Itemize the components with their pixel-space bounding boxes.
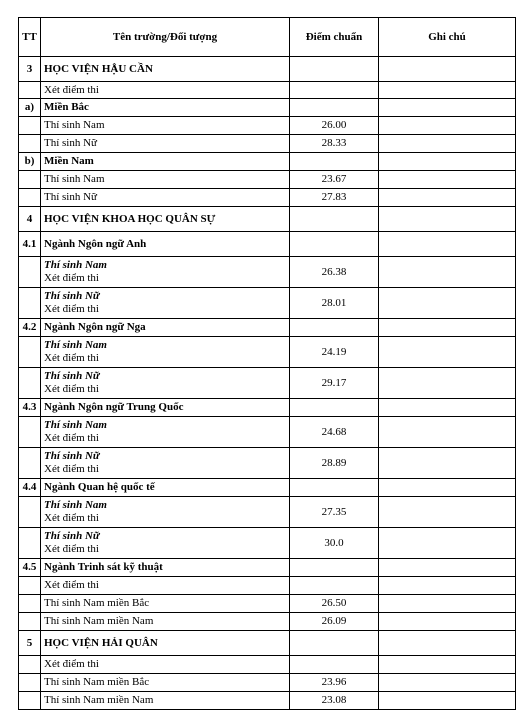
section-name: Ngành Ngôn ngữ Anh bbox=[44, 237, 147, 250]
row-index: 4.2 bbox=[19, 319, 41, 337]
exam-method: Xét điểm thi bbox=[44, 272, 99, 284]
row-index: 4.1 bbox=[19, 232, 41, 257]
candidate-group: Thí sinh Nữ bbox=[44, 450, 100, 462]
row-name-cell bbox=[41, 288, 290, 319]
section-name: Ngành Trinh sát kỹ thuật bbox=[44, 561, 163, 573]
row-label: Xét điểm thi bbox=[44, 579, 99, 591]
row-name-cell bbox=[41, 595, 290, 613]
section-name: Miền Nam bbox=[44, 155, 94, 167]
row-name-cell bbox=[41, 171, 290, 189]
score-cell: 27.83 bbox=[290, 189, 379, 207]
section-name: Miền Bắc bbox=[44, 101, 89, 113]
school-row bbox=[19, 207, 516, 232]
table-body bbox=[19, 57, 516, 710]
row-index bbox=[19, 692, 41, 710]
row-index bbox=[19, 417, 41, 448]
exam-method: Xét điểm thi bbox=[44, 432, 99, 444]
exam-method: Xét điểm thi bbox=[44, 463, 99, 475]
table-row bbox=[19, 577, 516, 595]
row-name-cell bbox=[41, 153, 290, 171]
row-label: Thí sinh Nam miền Bắc bbox=[44, 676, 150, 688]
score-cell: 24.68 bbox=[290, 417, 379, 448]
note-cell bbox=[379, 288, 516, 319]
row-label: Thí sinh Nam miền Bắc bbox=[44, 597, 150, 609]
row-name-cell bbox=[41, 656, 290, 674]
note-cell bbox=[379, 189, 516, 207]
table-row bbox=[19, 448, 516, 479]
score-cell bbox=[290, 207, 379, 232]
row-index bbox=[19, 135, 41, 153]
table-row bbox=[19, 189, 516, 207]
row-name-cell bbox=[41, 577, 290, 595]
section-row bbox=[19, 559, 516, 577]
section-row bbox=[19, 99, 516, 117]
row-index bbox=[19, 337, 41, 368]
row-name-cell bbox=[41, 207, 290, 232]
row-index bbox=[19, 189, 41, 207]
row-index: 3 bbox=[19, 57, 41, 82]
row-index bbox=[19, 257, 41, 288]
note-cell bbox=[379, 656, 516, 674]
note-cell bbox=[379, 82, 516, 99]
row-name-cell bbox=[41, 99, 290, 117]
note-cell bbox=[379, 595, 516, 613]
exam-method: Xét điểm thi bbox=[44, 383, 99, 395]
score-cell: 26.09 bbox=[290, 613, 379, 631]
candidate-group: Thí sinh Nam bbox=[44, 339, 107, 351]
row-label: Thí sinh Nữ bbox=[44, 191, 98, 203]
admission-score-table bbox=[18, 17, 516, 710]
section-row bbox=[19, 399, 516, 417]
school-row bbox=[19, 631, 516, 656]
table-row bbox=[19, 117, 516, 135]
note-cell bbox=[379, 153, 516, 171]
score-cell bbox=[290, 99, 379, 117]
row-name-cell bbox=[41, 337, 290, 368]
row-index bbox=[19, 171, 41, 189]
table-row bbox=[19, 135, 516, 153]
header-name: Tên trường/Đối tượng bbox=[41, 18, 290, 57]
note-cell bbox=[379, 117, 516, 135]
section-row bbox=[19, 153, 516, 171]
table-row bbox=[19, 82, 516, 99]
note-cell bbox=[379, 448, 516, 479]
school-name: HỌC VIỆN HẢI QUÂN bbox=[44, 636, 158, 649]
score-cell bbox=[290, 82, 379, 99]
section-row bbox=[19, 479, 516, 497]
score-cell: 26.50 bbox=[290, 595, 379, 613]
score-cell bbox=[290, 656, 379, 674]
row-index bbox=[19, 82, 41, 99]
note-cell bbox=[379, 497, 516, 528]
row-index bbox=[19, 613, 41, 631]
row-name-cell bbox=[41, 613, 290, 631]
row-name-cell bbox=[41, 417, 290, 448]
table-row bbox=[19, 288, 516, 319]
score-cell bbox=[290, 399, 379, 417]
note-cell bbox=[379, 207, 516, 232]
note-cell bbox=[379, 577, 516, 595]
school-name: HỌC VIỆN KHOA HỌC QUÂN SỰ bbox=[44, 212, 216, 225]
table-row bbox=[19, 171, 516, 189]
note-cell bbox=[379, 171, 516, 189]
row-name-cell bbox=[41, 631, 290, 656]
row-index: 5 bbox=[19, 631, 41, 656]
row-index bbox=[19, 528, 41, 559]
table-row bbox=[19, 497, 516, 528]
row-label: Thí sinh Nam miền Nam bbox=[44, 694, 154, 706]
row-index bbox=[19, 497, 41, 528]
row-name-cell bbox=[41, 117, 290, 135]
row-name-cell bbox=[41, 57, 290, 82]
score-cell: 26.00 bbox=[290, 117, 379, 135]
row-name-cell bbox=[41, 559, 290, 577]
row-index: a) bbox=[19, 99, 41, 117]
section-row bbox=[19, 319, 516, 337]
row-name-cell bbox=[41, 448, 290, 479]
section-name: Ngành Ngôn ngữ Trung Quốc bbox=[44, 401, 184, 413]
school-name: HỌC VIỆN HẬU CẦN bbox=[44, 62, 153, 75]
row-index: 4.5 bbox=[19, 559, 41, 577]
note-cell bbox=[379, 99, 516, 117]
table-row bbox=[19, 417, 516, 448]
row-label: Xét điểm thi bbox=[44, 83, 99, 96]
score-cell: 26.38 bbox=[290, 257, 379, 288]
note-cell bbox=[379, 319, 516, 337]
score-cell bbox=[290, 559, 379, 577]
row-label: Thí sinh Nam miền Nam bbox=[44, 615, 154, 627]
score-cell: 28.01 bbox=[290, 288, 379, 319]
exam-method: Xét điểm thi bbox=[44, 512, 99, 524]
score-cell bbox=[290, 479, 379, 497]
score-cell bbox=[290, 319, 379, 337]
score-cell: 28.33 bbox=[290, 135, 379, 153]
row-name-cell bbox=[41, 319, 290, 337]
header-score: Điểm chuẩn bbox=[290, 18, 379, 57]
note-cell bbox=[379, 692, 516, 710]
note-cell bbox=[379, 368, 516, 399]
note-cell bbox=[379, 57, 516, 82]
table-row bbox=[19, 528, 516, 559]
school-row bbox=[19, 57, 516, 82]
note-cell bbox=[379, 257, 516, 288]
candidate-group: Thí sinh Nam bbox=[44, 419, 107, 431]
score-cell: 29.17 bbox=[290, 368, 379, 399]
score-cell: 27.35 bbox=[290, 497, 379, 528]
score-cell: 23.08 bbox=[290, 692, 379, 710]
header-note: Ghi chú bbox=[379, 18, 516, 57]
row-name-cell bbox=[41, 479, 290, 497]
candidate-group: Thí sinh Nữ bbox=[44, 370, 100, 382]
note-cell bbox=[379, 613, 516, 631]
score-cell: 23.67 bbox=[290, 171, 379, 189]
score-cell bbox=[290, 153, 379, 171]
table-row bbox=[19, 337, 516, 368]
row-index bbox=[19, 656, 41, 674]
row-name-cell bbox=[41, 497, 290, 528]
row-index bbox=[19, 117, 41, 135]
header-tt: TT bbox=[19, 18, 41, 57]
score-cell: 30.0 bbox=[290, 528, 379, 559]
row-name-cell bbox=[41, 135, 290, 153]
row-index bbox=[19, 577, 41, 595]
row-index: 4 bbox=[19, 207, 41, 232]
exam-method: Xét điểm thi bbox=[44, 543, 99, 555]
note-cell bbox=[379, 479, 516, 497]
section-name: Ngành Quan hệ quốc tế bbox=[44, 481, 155, 493]
row-name-cell bbox=[41, 399, 290, 417]
section-name: Ngành Ngôn ngữ Nga bbox=[44, 321, 146, 333]
row-name-cell bbox=[41, 528, 290, 559]
note-cell bbox=[379, 559, 516, 577]
note-cell bbox=[379, 417, 516, 448]
note-cell bbox=[379, 135, 516, 153]
table-row bbox=[19, 595, 516, 613]
row-label: Thí sinh Nam bbox=[44, 173, 105, 185]
note-cell bbox=[379, 631, 516, 656]
row-label: Thí sinh Nữ bbox=[44, 137, 98, 149]
table-row bbox=[19, 613, 516, 631]
row-label: Xét điểm thi bbox=[44, 658, 99, 670]
row-index bbox=[19, 368, 41, 399]
note-cell bbox=[379, 528, 516, 559]
candidate-group: Thí sinh Nam bbox=[44, 499, 107, 511]
score-cell bbox=[290, 57, 379, 82]
note-cell bbox=[379, 399, 516, 417]
row-index: 4.3 bbox=[19, 399, 41, 417]
score-cell bbox=[290, 577, 379, 595]
candidate-group: Thí sinh Nữ bbox=[44, 290, 100, 302]
row-name-cell bbox=[41, 692, 290, 710]
candidate-group: Thí sinh Nam bbox=[44, 259, 107, 271]
score-cell: 24.19 bbox=[290, 337, 379, 368]
table-row bbox=[19, 674, 516, 692]
table-row bbox=[19, 692, 516, 710]
table-row bbox=[19, 257, 516, 288]
row-label: Thí sinh Nam bbox=[44, 119, 105, 131]
table-header-row bbox=[19, 18, 516, 57]
row-index bbox=[19, 448, 41, 479]
row-name-cell bbox=[41, 257, 290, 288]
row-name-cell bbox=[41, 189, 290, 207]
exam-method: Xét điểm thi bbox=[44, 303, 99, 315]
note-cell bbox=[379, 337, 516, 368]
score-cell: 28.89 bbox=[290, 448, 379, 479]
row-index: b) bbox=[19, 153, 41, 171]
candidate-group: Thí sinh Nữ bbox=[44, 530, 100, 542]
row-index bbox=[19, 595, 41, 613]
score-cell bbox=[290, 232, 379, 257]
row-index bbox=[19, 674, 41, 692]
row-name-cell bbox=[41, 368, 290, 399]
exam-method: Xét điểm thi bbox=[44, 352, 99, 364]
score-cell: 23.96 bbox=[290, 674, 379, 692]
score-cell bbox=[290, 631, 379, 656]
row-name-cell bbox=[41, 232, 290, 257]
table-row bbox=[19, 656, 516, 674]
table-row bbox=[19, 368, 516, 399]
row-name-cell bbox=[41, 674, 290, 692]
note-cell bbox=[379, 674, 516, 692]
section-row bbox=[19, 232, 516, 257]
row-index bbox=[19, 288, 41, 319]
row-name-cell bbox=[41, 82, 290, 99]
note-cell bbox=[379, 232, 516, 257]
row-index: 4.4 bbox=[19, 479, 41, 497]
